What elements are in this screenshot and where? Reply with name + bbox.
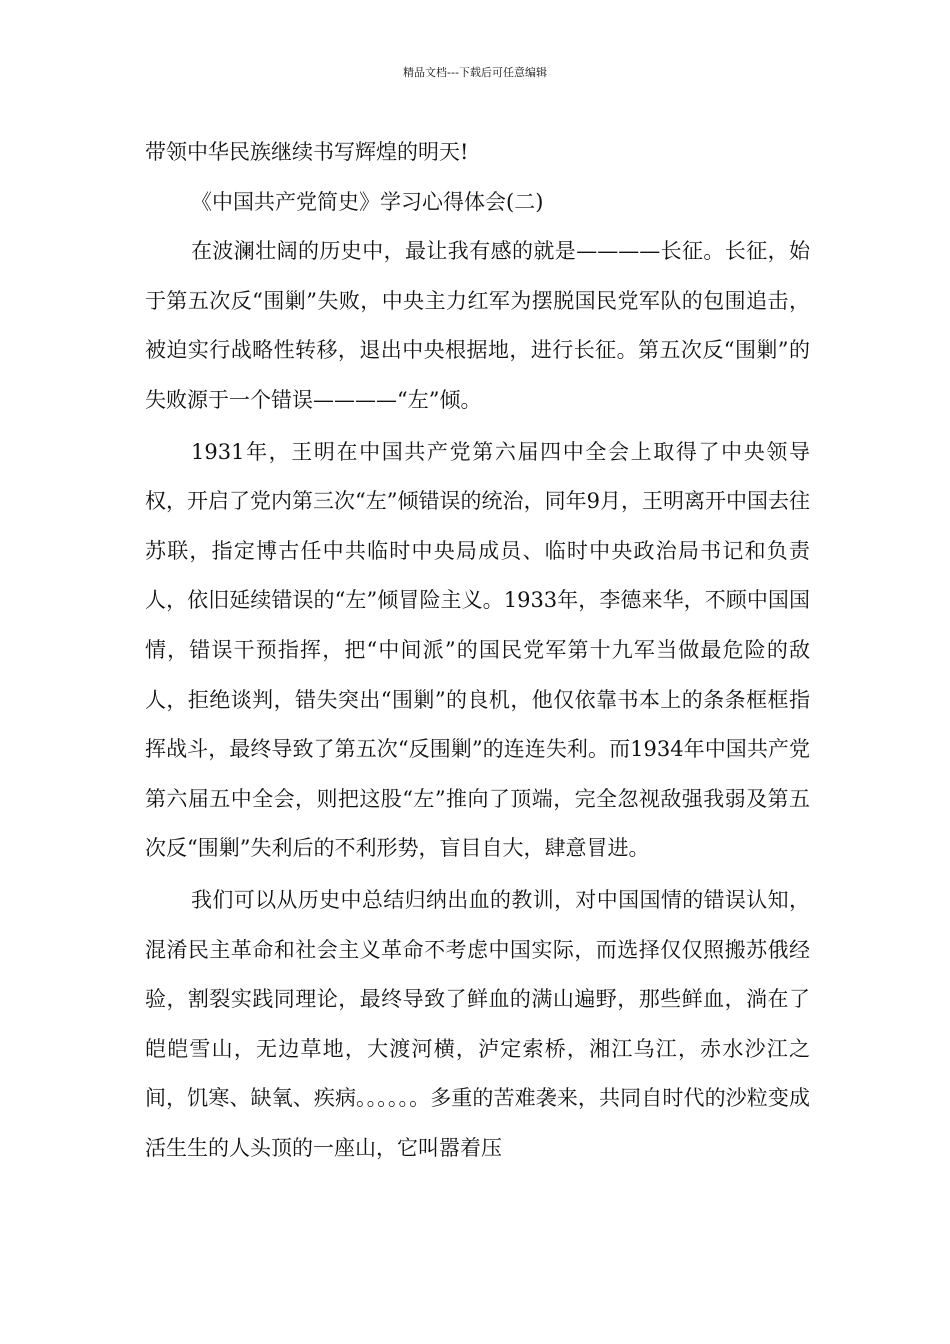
- paragraph-continuation: 带领中华民族继续书写辉煌的明天!: [145, 140, 469, 164]
- paragraph: 1931年，王明在中国共产党第六届四中全会上取得了中央领导权，开启了党内第三次“左”倾错误的统治，同年9月，王明离开中国去往苏联，指定博古任中共临时中央局成员、临时中央政治局书记和负责人，依旧延续错误的“左”倾冒险主义。1933年，李德来华，不顾中国国情，错误干预指挥，把“中间派”的国民党军第十九军当做最危险的敌人，拒绝谈判，错失突出“围剿”的良机，他仅依靠书本上的条条框框指挥战斗，最终导致了第五次“反围剿”的连连失利。而1934年中国共产党第六届五中全会，则把这股“左”推向了顶端，完全忽视敌强我弱及第五次反“围剿”失利后的不利形势，盲目自大，肆意冒进。: [145, 439, 810, 861]
- page-header: 精品文档---下载后可任意编辑: [403, 66, 547, 79]
- document-body: [145, 128, 810, 1173]
- section-title: 《中国共产党简史》学习心得体会(二): [191, 189, 544, 214]
- paragraph: 在波澜壮阔的历史中，最让我有感的就是————长征。长征，始于第五次反“围剿”失败，中央主力红军为摆脱国民党军队的包围追击，被迫实行战略性转移，退出中央根据地，进行长征。第五次反“围剿”的失败源于一个错误————“左”倾。: [145, 239, 810, 412]
- paragraph: 我们可以从历史中总结归纳出血的教训，对中国国情的错误认知，混淆民主革命和社会主义革命不考虑中国实际，而选择仅仅照搬苏俄经验，割裂实践同理论，最终导致了鲜血的满山遍野，那些鲜血，淌在了皑皑雪山，无边草地，大渡河横，泸定索桥，湘江乌江，赤水沙江之间，饥寒、缺氧、疾病。。。。。。多重的苦难袭来，共同自时代的沙粒变成活生生的人头顶的一座山，它叫嚣着压: [145, 887, 810, 1160]
